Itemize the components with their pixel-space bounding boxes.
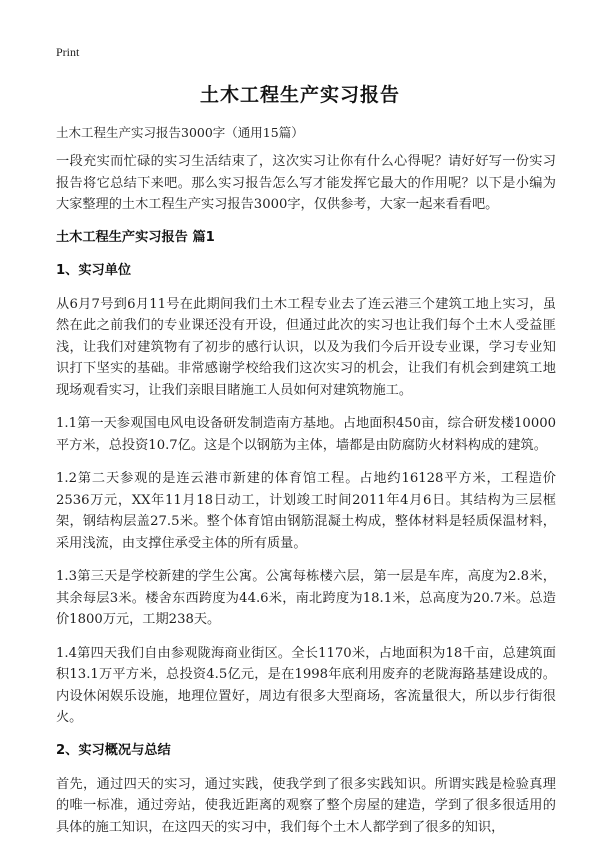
document-body — [56, 151, 556, 850]
section-heading-2: 2、实习概况与总结 — [56, 742, 171, 758]
intro-paragraph: 一段充实而忙碌的实习生活结束了，这次实习让你有什么心得呢？请好好写一份实习报告将它总结下来吧。那么实习报告怎么写才能发挥它最大的作用呢？以下是小编为大家整理的土木工程生产实习报告3000字，仅供参考，大家一起来看看吧。 — [56, 154, 556, 212]
article-heading: 土木工程生产实习报告 篇1 — [56, 229, 215, 245]
paragraph-day1: 1.1第一天参观国电风电设备研发制造南方基地。占地面积450亩，综合研发楼10000平方米，总投资10.7亿。这是个以钢筋为主体，墙都是由防腐防火材料构成的建筑。 — [56, 416, 556, 453]
document-title: 土木工程生产实习报告 — [199, 84, 400, 106]
paragraph-day3: 1.3第三天是学校新建的学生公寓。公寓每栋楼六层，第一层是车库，高度为2.8米，其余每层3米。楼舍东西跨度为44.6米，南北跨度为18.1米，总高度为20.7米。总造价1800万元，工期238天。 — [56, 569, 556, 627]
paragraph-overview: 从6月7号到6月11号在此期间我们土木工程专业去了连云港三个建筑工地上实习，虽然在此之前我们的专业课还没有开设，但通过此次的实习也让我们每个土木人受益匪浅，让我们对建筑物有了初步的感行认识，以及为我们今后开设专业课，学习专业知识打下坚实的基础。非常感谢学校给我们这次实习的机会，让我们有机会到建筑工地现场观看实习，让我们亲眼目睹施工人员如何对建筑物施工。 — [56, 296, 556, 398]
document-subtitle: 土木工程生产实习报告3000字（通用15篇） — [56, 125, 304, 140]
paragraph-summary: 首先，通过四天的实习，通过实践，使我学到了很多实践知识。所谓实践是检验真理的唯一标准，通过旁站，使我近距离的观察了整个房屋的建造，学到了很多很适用的具体的施工知识，在这四天的实习中，我们每个土木人都学到了很多的知识， — [56, 776, 556, 835]
paragraph-day4: 1.4第四天我们自由参观陇海商业街区。全长1170米，占地面积为18千亩，总建筑面积13.1万平方米，总投资4.5亿元，是在1998年底利用废弃的老陇海路基建设成的。内设休闲娱乐设施，地理位置好，周边有很多大型商场，客流量很大，所以步行街很火。 — [56, 645, 556, 725]
paragraph-day2: 1.2第二天参观的是连云港市新建的体育馆工程。占地约16128平方米，工程造价2536万元，XX年11月18日动工，计划竣工时间2011年4月6日。其结构为三层框架，钢结构层盖27.5米。整个体育馆由钢筋混凝土构成，整体材料是轻质保温材料，采用浅流，由支撑住承受主体的所有质量。 — [56, 471, 556, 551]
section-heading-1: 1、实习单位 — [56, 262, 132, 278]
print-link[interactable]: Print — [56, 45, 80, 59]
